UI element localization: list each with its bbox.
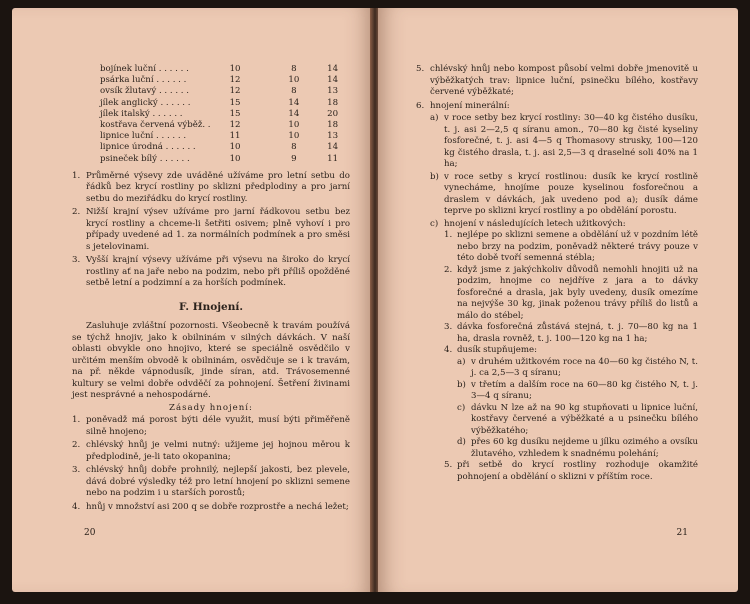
- section-heading: F. Hnojení.: [178, 300, 244, 313]
- seeding-rate-table: [100, 64, 350, 165]
- nitrogen-step: c) dávku N lze až na 90 kg stupňovati u lipnice luční, kostřavy červené a výběžkaté a u psinečku bílého výběžkatého;: [457, 402, 698, 436]
- seed-rate-average: 15: [229, 108, 241, 119]
- left-page-content: [12, 8, 372, 515]
- seed-rate-average: 10: [229, 153, 241, 164]
- seeding-notes: [72, 171, 350, 290]
- seed-rate-low: 10: [288, 131, 300, 142]
- subitem-c-list: [444, 230, 698, 483]
- nitrogen-step: d) přes 60 kg dusíku nejdeme u jílku ozimého a ovsíku žlutavého, vzhledem k snadnému polehání;: [457, 437, 698, 459]
- seeding-note: 1. Průměrné výsevy zde uváděné užíváme pro letní setbu do řádků bez krycí rostliny po sklizni předplodiny a pro jarní setbu do meziřádku do krycí rostliny.: [72, 170, 350, 204]
- fertilization-rule: 1. poněvadž má porost býti déle využit, musí býti přiměřeně silně hnojeno;: [72, 415, 350, 437]
- seed-rate-low: 8: [291, 142, 297, 153]
- seed-rate-average: 15: [229, 97, 241, 108]
- seed-rate-low: 14: [288, 108, 300, 119]
- fertilization-rule: 4. hnůj v množství asi 200 q se dobře rozprostře a nechá ležet;: [72, 501, 349, 512]
- seed-rate-average: 11: [229, 131, 241, 142]
- right-page: [378, 8, 738, 592]
- rule-item-5: 5. chlévský hnůj nebo kompost působí velmi dobře jmenovitě u výběžkatých trav: lipnice luční, psinečku bílého, kostřavy červené výběžkaté;: [416, 64, 698, 97]
- seed-rate-high: 14: [327, 142, 339, 153]
- seed-rate-average: 10: [229, 64, 241, 74]
- fertilization-rules-title: Zásady hnojení:: [169, 402, 253, 413]
- seed-rate-high: 18: [327, 120, 339, 131]
- seed-rate-average: 12: [229, 75, 241, 86]
- subitem-c-entry: 5. při setbě do krycí rostliny rozhoduje okamžité pohnojení a obdělání o sklizni v příštím roce.: [444, 460, 698, 482]
- fertilization-rules: [72, 415, 350, 513]
- nitrogen-step: a) v druhém užitkovém roce na 40—60 kg čistého N, t. j. ca 2,5—3 q síranu;: [457, 356, 698, 378]
- fertilization-paragraph: Zasluhuje zvláštní pozornosti. Všeobecně k travám používá se týchž hnojiv, jako k obilninám v silných dávkách. V naší oblasti obvykle ono hnojivo, které se speciálně osvědčilo v určitém menším obvodě k obilninám, osvědčuje se i k travám, na př. někde vápnodusík, jinde síran, atd. Trávosemenné kultury se velmi dobře odvděčí za pohnojení. Šetření živinami jest nesprávné a nehospodárné.: [72, 321, 350, 401]
- seed-rate-average: 12: [229, 86, 241, 97]
- seeding-note: 3. Vyšší krajní výsevy užíváme při výsevu na široko do krycí rostliny ať na jaře nebo na podzim, nebo při příliš opožděné setbě letní a podzimní a za horších podmínek.: [72, 255, 350, 289]
- species-row: [100, 75, 350, 86]
- left-page: [12, 8, 372, 592]
- page-number-right: 21: [676, 528, 688, 538]
- seed-rate-low: 9: [291, 153, 297, 164]
- seed-rate-high: 14: [327, 64, 339, 74]
- subitem-c-entry: 3. dávka fosforečná zůstává stejná, t. j. 70—80 kg na 1 ha, drasla rovněž, t. j. 100—120 kg na 1 ha;: [444, 322, 698, 344]
- subitem-b: b) v roce setby s krycí rostlinou: dusík ke krycí rostlině vynecháme, hnojíme pouze kyselinou fosforečnou a draslem v dávkách, jak uvedeno pod a); dusík dáme teprve po sklizni krycí rostliny a po obdělání porostu.: [430, 171, 698, 216]
- seed-rate-high: 11: [327, 153, 339, 164]
- seed-rate-low: 10: [288, 120, 300, 131]
- species-name: psineček bílý . . . . . .: [100, 153, 190, 164]
- subitem-c: c) hnojení v následujících letech užitkových: 1. nejlépe po sklizni semene a obdělání už v pozdním létě nebo brzy na podzim, poněvadž některé trávy pouze v této době tvoří semenná stébla; 2. když jsme z jakýchkoliv důvodů nemohli hnojiti už na podzim, hnojme co nejdříve z jara a to dávky fosforečné a drasla, jak byly uvedeny, dusík omezíme na nejvýše 30 kg, jinak poženou trávy příliš do listů a málo do stébel; 3. dávka fosforečná zůstává stejná, t. j. 70—80 kg na 1 ha, drasla rovněž, t. j. 100—120 kg na 1 ha; 4. dusík stupňujeme: a) v druhém užitkovém roce na 40—60 kg čistého N, t. j. ca 2,5—3 q síranu; b) v třetím a dalším roce na 60—80 kg čistého N, t. j. 3—4 q síranu; c) dávku N lze až na 90 kg stupňovati u lipnice luční, kostřavy červené a výběžkaté a u psinečku bílého výběžkatého; d) přes 60 kg dusíku nejdeme u jílku ozimého a ovsíku žlutavého, vzhledem k snadnému polehání; 5. při setbě do krycí rostliny rozhoduje okamžité pohnojení a obdělání o sklizni v příštím roce.: [430, 218, 698, 482]
- nitrogen-step: b) v třetím a dalším roce na 60—80 kg čistého N, t. j. 3—4 q síranu;: [457, 379, 698, 401]
- seed-rate-high: 14: [327, 75, 339, 86]
- species-row: [100, 109, 350, 120]
- seed-rate-high: 13: [327, 131, 339, 142]
- species-name: jílek italský . . . . . .: [100, 108, 183, 119]
- species-name: ovsík žlutavý . . . . . .: [100, 86, 190, 97]
- seed-rate-high: 18: [327, 97, 339, 108]
- species-row: [100, 131, 350, 142]
- right-page-content: [378, 8, 738, 485]
- subitem-c-entry: 1. nejlépe po sklizni semene a obdělání už v pozdním létě nebo brzy na podzim, poněvadž některé trávy pouze v této době tvoří semenná stébla;: [444, 230, 698, 263]
- seed-rate-low: 8: [291, 64, 297, 74]
- seed-rate-average: 10: [229, 142, 241, 153]
- species-row: [100, 154, 350, 165]
- subitem-c-entry: 4. dusík stupňujeme: a) v druhém užitkovém roce na 40—60 kg čistého N, t. j. ca 2,5—3 q síranu; b) v třetím a dalším roce na 60—80 kg čistého N, t. j. 3—4 q síranu; c) dávku N lze až na 90 kg stupňovati u lipnice luční, kostřavy červené a výběžkaté a u psinečku bílého výběžkatého; d) přes 60 kg dusíku nejdeme u jílku ozimého a ovsíku žlutavého, vzhledem k snadnému polehání;: [444, 345, 698, 459]
- seed-rate-low: 10: [288, 75, 300, 86]
- page-number-left: 20: [84, 528, 96, 538]
- seed-rate-low: 14: [288, 97, 300, 108]
- seed-rate-average: 12: [229, 120, 241, 131]
- species-name: lipnice luční . . . . . .: [100, 131, 187, 142]
- subitem-c-entry: 2. když jsme z jakýchkoliv důvodů nemohli hnojiti už na podzim, hnojme co nejdříve z jara a to dávky fosforečné a drasla, jak byly uvedeny, dusík omezíme na nejvýše 30 kg, jinak poženou trávy příliš do listů a málo do stébel;: [444, 264, 698, 321]
- species-row: [100, 98, 350, 109]
- species-row: [100, 64, 350, 75]
- species-row: [100, 142, 350, 153]
- species-name: lipnice úrodná . . . . . .: [100, 142, 196, 153]
- species-row: [100, 86, 350, 97]
- fertilization-rule: 3. chlévský hnůj dobře prohnilý, nejlepší jakosti, bez plevele, dává dobré výsledky též pro letní hnojení po sklizni semene nebo na podzim i u starších porostů;: [72, 465, 350, 499]
- species-name: jílek anglický . . . . . .: [100, 97, 191, 108]
- seeding-note: 2. Nižší krajní výsev užíváme pro jarní řádkovou setbu bez krycí rostliny a chceme-li šetřiti osivem; plně vyhoví i pro případy uvedené ad 1. za normálních podmínek a pro směsi s jetelovinami.: [72, 207, 350, 252]
- species-name: bojínek luční . . . . . .: [100, 64, 189, 74]
- seed-rate-high: 20: [327, 108, 339, 119]
- seed-rate-low: 8: [291, 86, 297, 97]
- species-name: kostřava červená výběž. .: [100, 120, 211, 131]
- subitem-a: a) v roce setby bez krycí rostliny: 30—40 kg čistého dusíku, t. j. asi 2—2,5 q síranu amon., 70—80 kg čisté kyseliny fosforečné, t. j. asi 4—5 q Thomasovy strusky, 100—120 kg čistého draslа, t. j. asi 2,5—3 q draselné soli 40% na 1 ha;: [430, 113, 698, 169]
- fertilization-rule: 2. chlévský hnůj je velmi nutný: užijeme jej hojnou měrou k předplodině, je-li tato okopanina;: [72, 440, 350, 462]
- species-row: [100, 120, 350, 131]
- species-name: psárka luční . . . . . .: [100, 75, 187, 86]
- seed-rate-high: 13: [327, 86, 339, 97]
- rule-item-6: 6. hnojení minerální: a) v roce setby bez krycí rostliny: 30—40 kg čistého dusíku, t. j. asi 2—2,5 q síranu amon., 70—80 kg čisté kyseliny fosforečné, t. j. asi 4—5 q Thomasovy strusky, 100—120 kg čistého draslа, t. j. asi 2,5—3 q draselné soli 40% na 1 ha; b) v roce setby s krycí rostlinou: dusík ke krycí rostlině vynecháme, hnojíme pouze kyselinou fosforečnou a draslem v dávkách, jak uvedeno pod a); dusík dáme teprve po sklizni krycí rostliny a po obdělání porostu. c) hnojení v následujících letech užitkových: 1. nejlépe po sklizni semene a obdělání už v pozdním létě nebo brzy na podzim, poněvadž některé trávy pouze v této době tvoří semenná stébla; 2. když jsme z jakýchkoliv důvodů nemohli hnojiti už na podzim, hnojme co nejdříve z jara a to dávky fosforečné a drasla, jak byly uvedeny, dusík omezíme na nejvýše 30 kg, jinak poženou trávy příliš do listů a málo do stébel; 3. dávka fosforečná zůstává stejná, t. j. 70—80 kg na 1 ha, drasla rovněž, t. j. 100—120 kg na 1 ha; 4. dusík stupňujeme: a) v druhém užitkovém roce na 40—60 kg čistého N, t. j. ca 2,5—3 q síranu; b) v třetím a dalším roce na 60—80 kg čistého N, t. j. 3—4 q síranu; c) dávku N lze až na 90 kg stupňovati u lipnice luční, kostřavy červené a výběžkaté a u psinečku bílého výběžkatého; d) přes 60 kg dusíku nejdeme u jílku ozimého a ovsíku žlutavého, vzhledem k snadnému polehání; 5. při setbě do krycí rostliny rozhoduje okamžité pohnojení a obdělání o sklizni v příštím roce.: [416, 100, 698, 482]
